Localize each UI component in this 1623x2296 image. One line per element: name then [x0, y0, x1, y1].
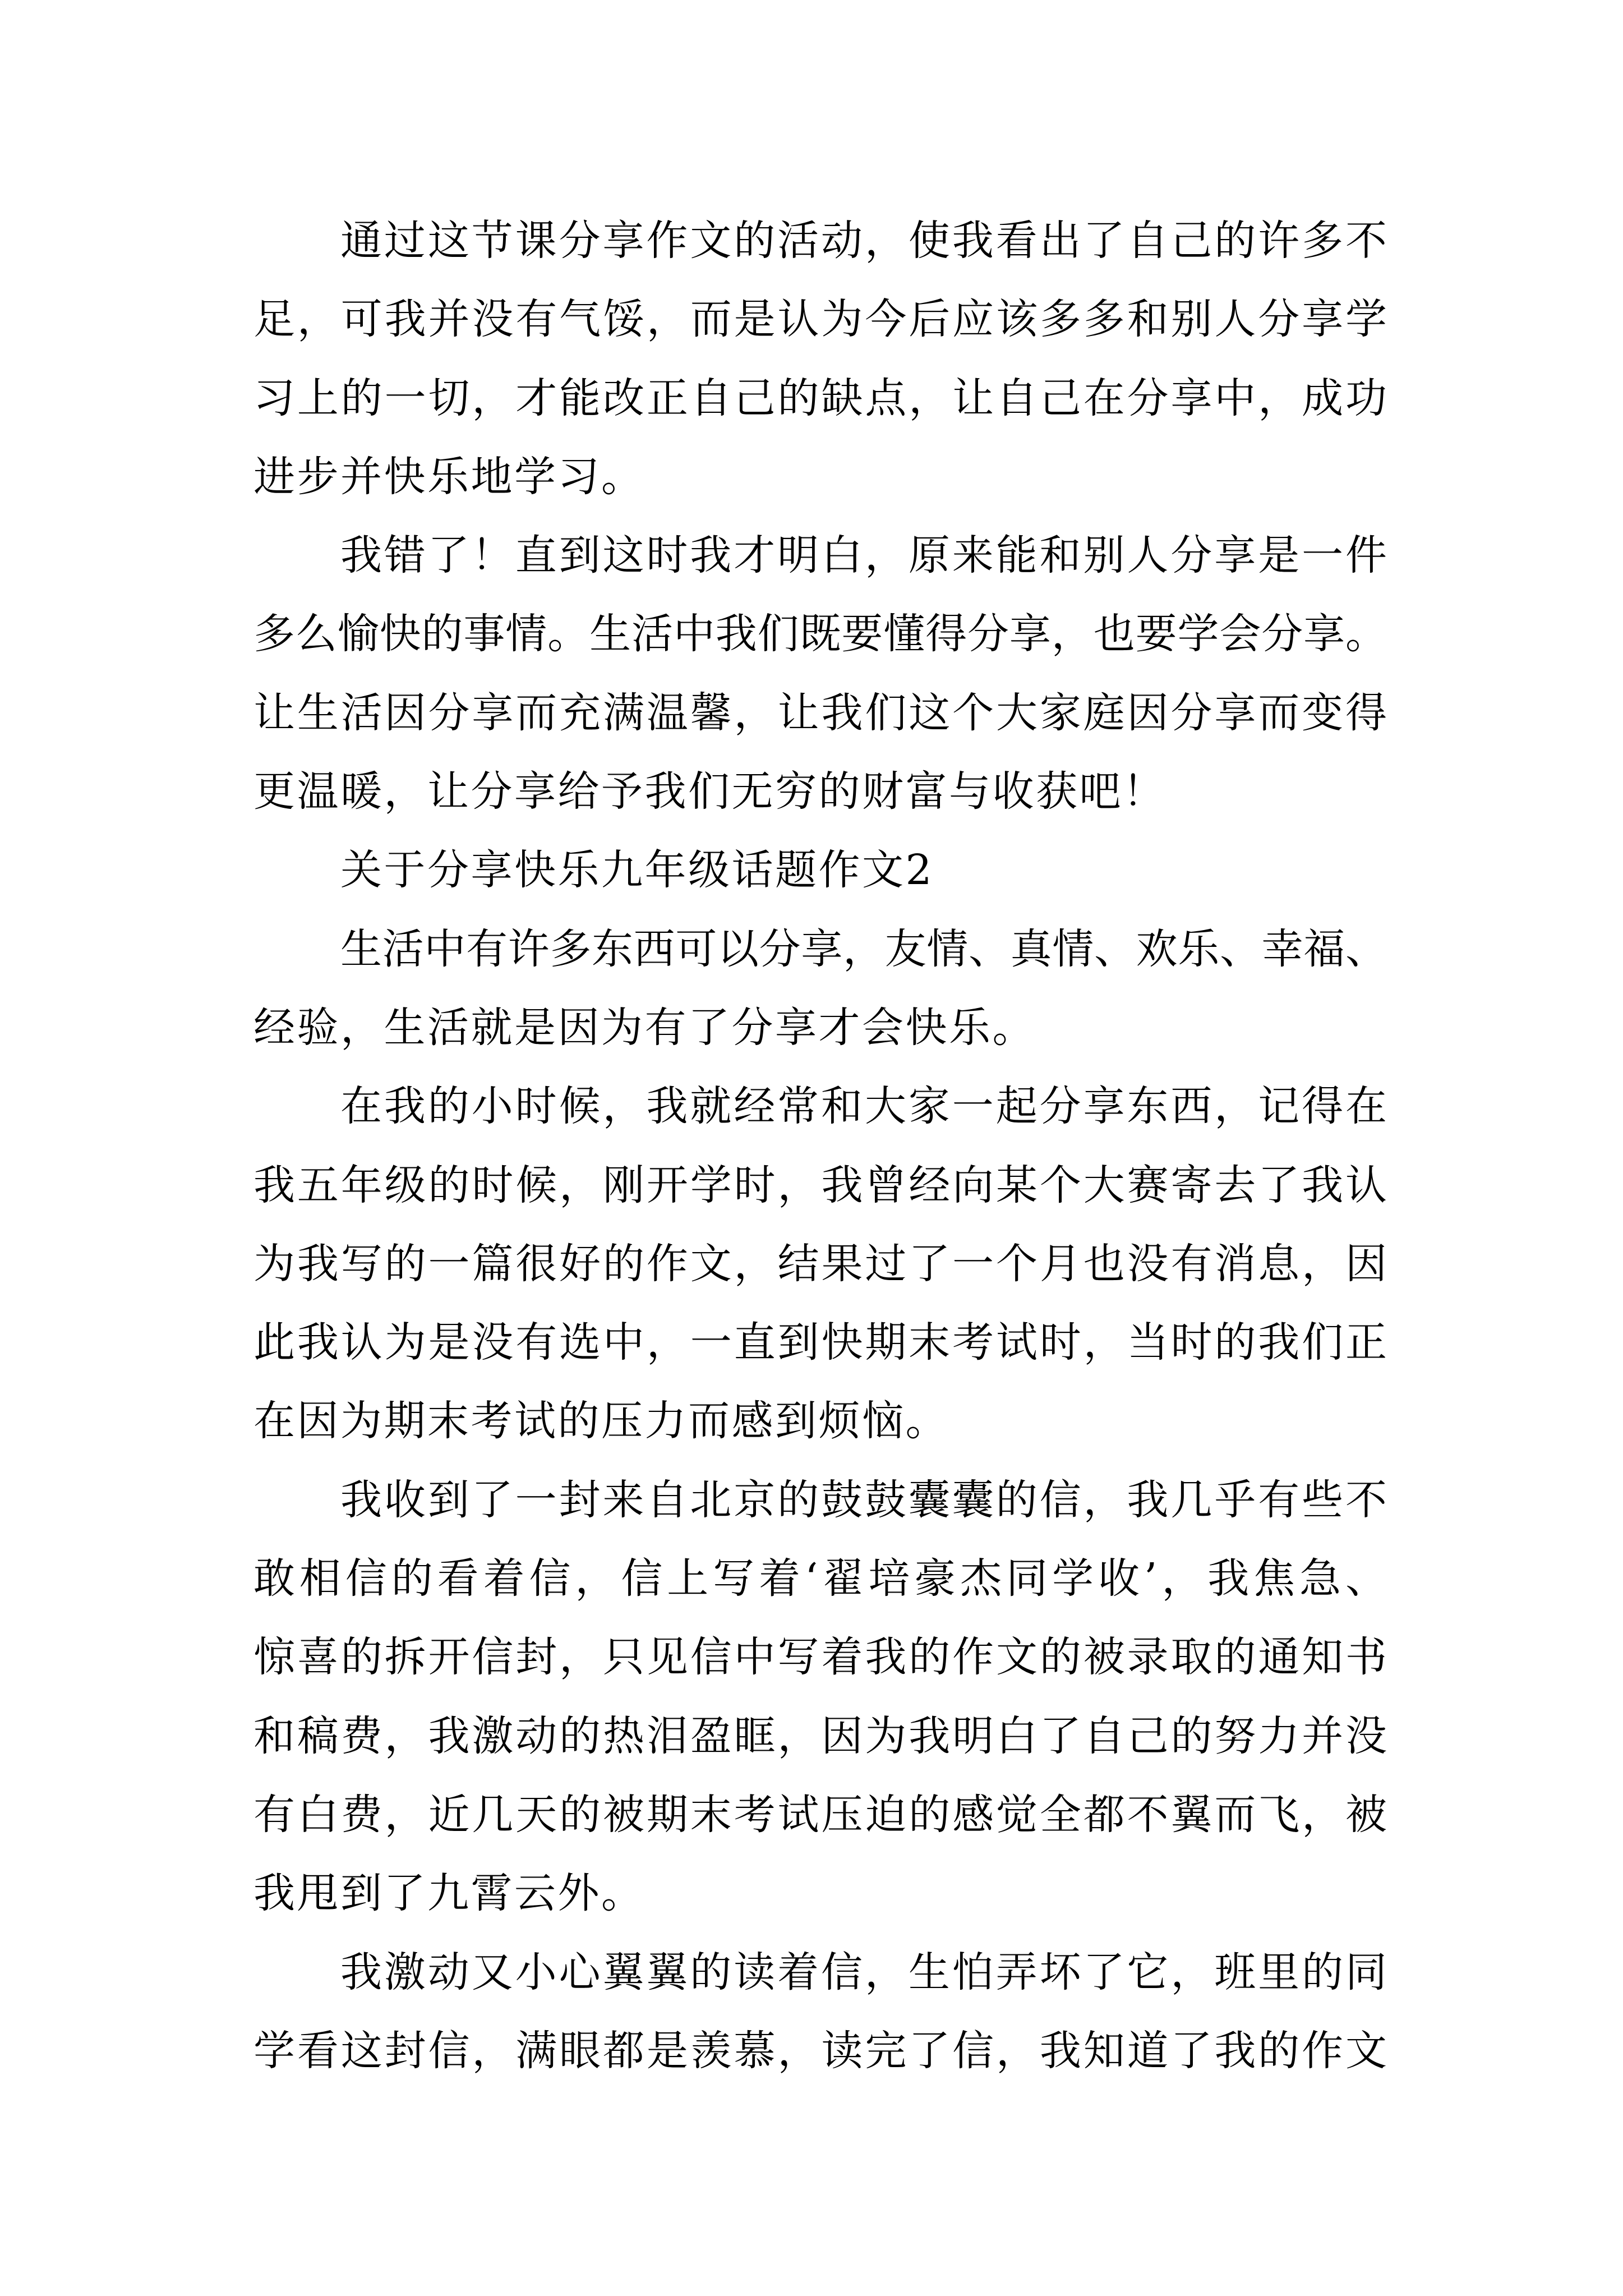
text-line: 我错了！直到这时我才明白，原来能和别人分享是一件	[340, 531, 1387, 580]
text-line: 在我的小时候，我就经常和大家一起分享东西，记得在	[340, 1082, 1387, 1131]
text-line: 通过这节课分享作文的活动，使我看出了自己的许多不	[340, 217, 1387, 265]
text-line: 足，可我并没有气馁，而是认为今后应该多多和别人分享学	[253, 295, 1387, 344]
text-line: 有白费，近几天的被期末考试压迫的感觉全都不翼而飞，被	[253, 1790, 1387, 1839]
paragraph	[253, 1067, 1387, 1460]
text-line: 生活中有许多东西可以分享，友情、真情、欢乐、幸福、	[340, 924, 1387, 973]
text-line: 我激动又小心翼翼的读着信，生怕弄坏了它，班里的同	[340, 1948, 1387, 1996]
text-line: 经验，生活就是因为有了分享才会快乐。	[253, 1003, 1036, 1052]
text-line: 多么愉快的事情。生活中我们既要懂得分享，也要学会分享。	[253, 610, 1387, 659]
text-line: 学看这封信，满眼都是羡慕，读完了信，我知道了我的作文	[253, 2026, 1387, 2075]
text-line: 惊喜的拆开信封，只见信中写着我的作文的被录取的通知书	[253, 1633, 1387, 1682]
text-line: 此我认为是没有选中，一直到快期末考试时，当时的我们正	[253, 1318, 1387, 1367]
text-line: 敢相信的看着信，信上写着‘翟培豪杰同学收’，我焦急、	[253, 1554, 1387, 1603]
text-line: 我五年级的时候，刚开学时，我曾经向某个大赛寄去了我认	[253, 1161, 1387, 1209]
paragraph	[253, 1461, 1387, 1933]
paragraph	[253, 910, 1387, 1068]
paragraph	[253, 516, 1387, 831]
text-line: 和稿费，我激动的热泪盈眶，因为我明白了自己的努力并没	[253, 1711, 1387, 1760]
text-line: 我收到了一封来自北京的鼓鼓囊囊的信，我几乎有些不	[340, 1475, 1387, 1524]
essay-title: 关于分享快乐九年级话题作文2	[340, 846, 934, 895]
text-line: 让生活因分享而充满温馨，让我们这个大家庭因分享而变得	[253, 688, 1387, 737]
text-line: 我甩到了九霄云外。	[253, 1869, 645, 1918]
paragraph	[253, 1933, 1387, 2091]
text-line: 为我写的一篇很好的作文，结果过了一个月也没有消息，因	[253, 1239, 1387, 1288]
text-line: 习上的一切，才能改正自己的缺点，让自己在分享中，成功	[253, 374, 1387, 422]
text-body	[253, 201, 1387, 2090]
text-line: 在因为期末考试的压力而感到烦恼。	[253, 1397, 949, 1446]
text-line: 进步并快乐地学习。	[253, 452, 645, 501]
text-line: 更温暖，让分享给予我们无穷的财富与收获吧！	[253, 767, 1166, 816]
paragraph	[253, 201, 1387, 516]
